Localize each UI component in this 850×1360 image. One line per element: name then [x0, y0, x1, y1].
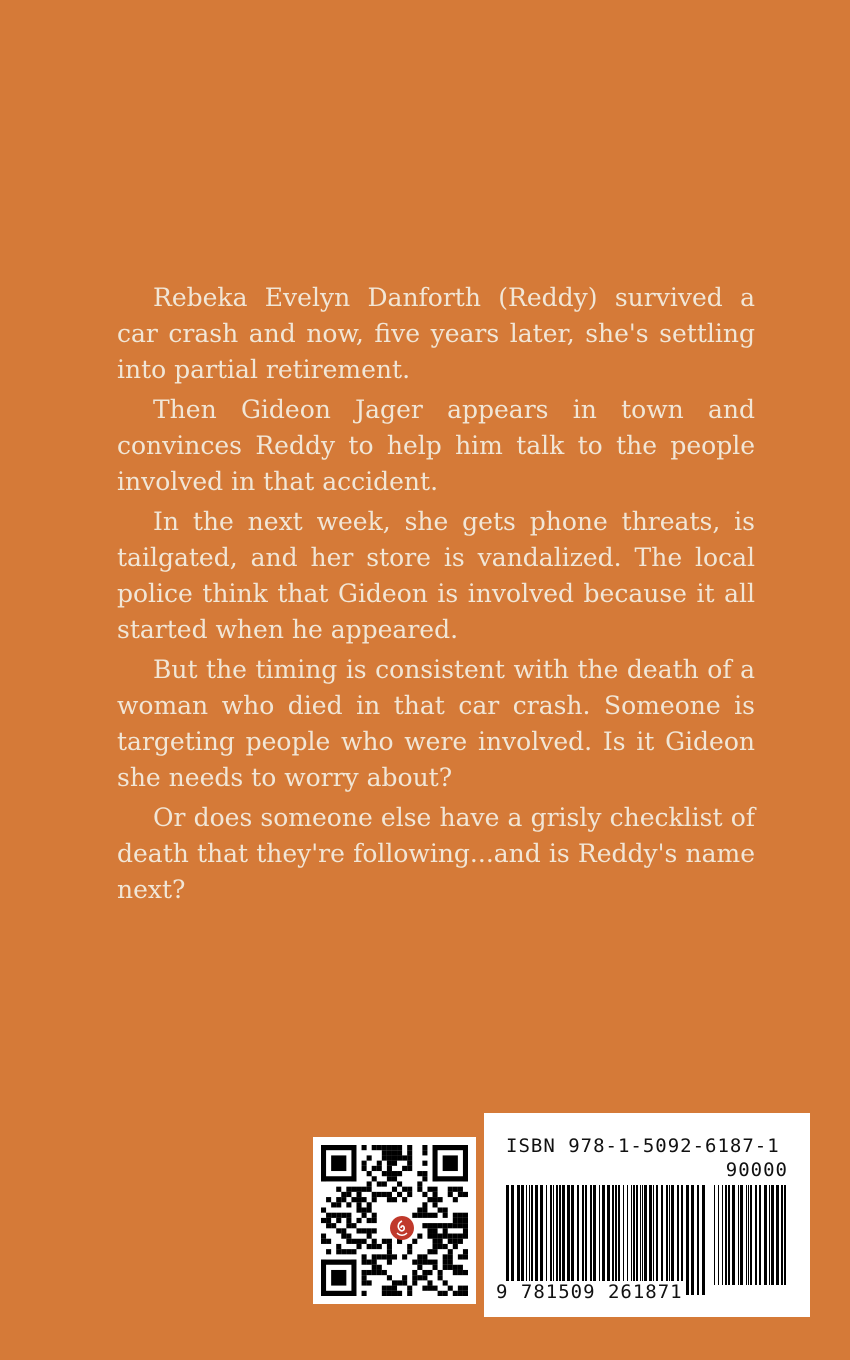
blurb-paragraph: Then Gideon Jager appears in town and convinces Reddy to help him talk to the people involved in that accident. — [117, 395, 755, 496]
blurb-paragraph: Rebeka Evelyn Danforth (Reddy) survived a car crash and now, five years later, she's settling into partial retirement. — [117, 283, 755, 384]
rose-logo-icon — [381, 1207, 411, 1237]
isbn-label: ISBN 978-1-5092-6187-1 — [506, 1135, 780, 1157]
ean-digits: 9 781509 261871 — [496, 1281, 683, 1303]
back-cover-blurb — [117, 280, 755, 912]
blurb-paragraph: But the timing is consistent with the death of a woman who died in that car crash. Someone is targeting people who were involved. Is it Gideon she needs to worry about? — [117, 655, 755, 792]
ean-barcode-bars — [506, 1185, 706, 1295]
blurb-paragraph: Or does someone else have a grisly checklist of death that they're following...and is Reddy's name next? — [117, 803, 755, 904]
blurb-paragraph: In the next week, she gets phone threats, is tailgated, and her store is vandalized. The local police think that Gideon is involved because it all started when he appeared. — [117, 507, 755, 644]
isbn-barcode — [484, 1113, 810, 1317]
qr-code — [313, 1137, 476, 1304]
addon-barcode-bars — [714, 1185, 790, 1285]
price-code: 90000 — [725, 1159, 788, 1181]
